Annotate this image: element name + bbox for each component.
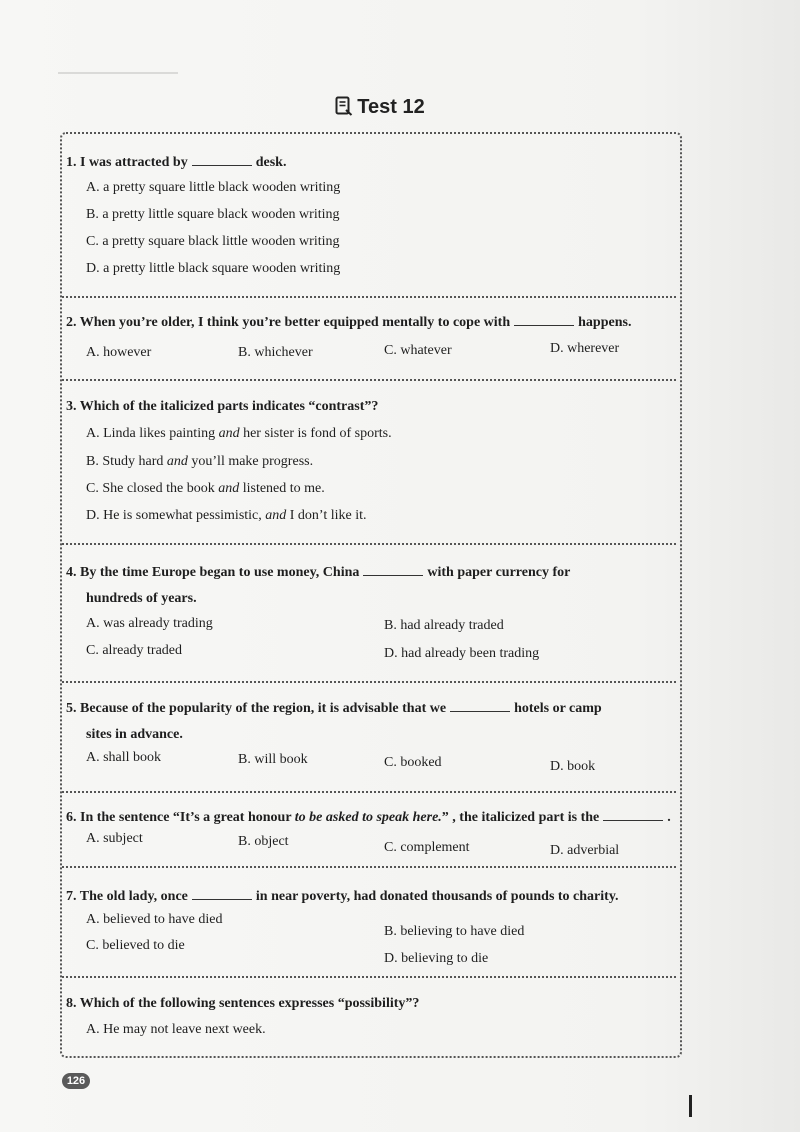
option-d: D. adverbial [550, 843, 620, 858]
option-a: A. Linda likes painting and her sister is fond of sports. [86, 426, 392, 441]
option-a: A. a pretty square little black wooden writing [86, 180, 341, 195]
option-c: C. already traded [86, 643, 183, 658]
option-a: A. shall book [86, 750, 162, 765]
question-5: 5. Because of the popularity of the region, it is advisable that we hotels or camp sites in advance. [66, 696, 678, 748]
answer-blank [514, 311, 574, 326]
question-stem: 4. By the time Europe began to use money, China with paper currency for [66, 560, 678, 586]
question-8 [66, 991, 678, 1017]
option-b: B. had already traded [384, 618, 504, 633]
option-c: C. whatever [384, 343, 452, 358]
title-text: Test 12 [357, 96, 425, 118]
option-b: B. will book [238, 752, 308, 767]
option-c: C. booked [384, 755, 442, 770]
question-stem: 3. Which of the italicized parts indicates “contrast”? [66, 399, 379, 414]
option-a: A. was already trading [86, 616, 213, 631]
option-c: C. complement [384, 840, 470, 855]
divider [62, 791, 676, 793]
option-b: B. whichever [238, 345, 313, 360]
question-stem: 2. When you’re older, I think you’re better equipped mentally to cope with happens. [66, 310, 678, 336]
question-2 [66, 310, 678, 336]
option-a: A. believed to have died [86, 912, 223, 927]
divider [62, 976, 676, 978]
option-b: B. object [238, 834, 289, 849]
question-stem: 7. The old lady, once in near poverty, had donated thousands of pounds to charity. [66, 884, 678, 910]
document-icon [335, 96, 353, 122]
divider [62, 543, 676, 545]
answer-blank [450, 697, 510, 712]
page-number: 126 [62, 1073, 90, 1089]
option-a: A. He may not leave next week. [86, 1022, 266, 1037]
option-d: D. a pretty little black square wooden writing [86, 261, 341, 276]
header-decoration [58, 72, 178, 74]
divider [62, 379, 676, 381]
option-d: D. believing to die [384, 951, 489, 966]
option-d: D. had already been trading [384, 646, 540, 661]
page-title [0, 96, 760, 122]
option-a: A. however [86, 345, 152, 360]
option-c: C. a pretty square black little wooden writing [86, 234, 340, 249]
question-7 [66, 884, 678, 910]
answer-blank [603, 806, 663, 821]
divider [62, 866, 676, 868]
option-d: D. He is somewhat pessimistic, and I don’t like it. [86, 508, 367, 523]
question-stem: 1. I was attracted by desk. [66, 150, 678, 176]
question-4: 4. By the time Europe began to use money, China with paper currency for hundreds of years. [66, 560, 678, 612]
option-b: B. believing to have died [384, 924, 525, 939]
divider [62, 296, 676, 298]
option-d: D. book [550, 759, 596, 774]
divider [62, 681, 676, 683]
option-c: C. believed to die [86, 938, 185, 953]
option-d: D. wherever [550, 341, 620, 356]
answer-blank [192, 151, 252, 166]
option-b: B. a pretty little square black wooden writing [86, 207, 340, 222]
option-a: A. subject [86, 831, 143, 846]
question-3 [66, 394, 678, 420]
question-1 [66, 150, 678, 176]
answer-blank [363, 561, 423, 576]
edge-mark [689, 1095, 692, 1117]
question-stem: 6. In the sentence “It’s a great honour to be asked to speak here.” , the italicized part is the . [66, 805, 678, 831]
question-6 [66, 805, 678, 831]
option-c: C. She closed the book and listened to me. [86, 481, 325, 496]
answer-blank [192, 885, 252, 900]
option-b: B. Study hard and you’ll make progress. [86, 454, 314, 469]
question-stem: 5. Because of the popularity of the region, it is advisable that we hotels or camp [66, 696, 678, 722]
question-stem: 8. Which of the following sentences expresses “possibility”? [66, 996, 420, 1011]
